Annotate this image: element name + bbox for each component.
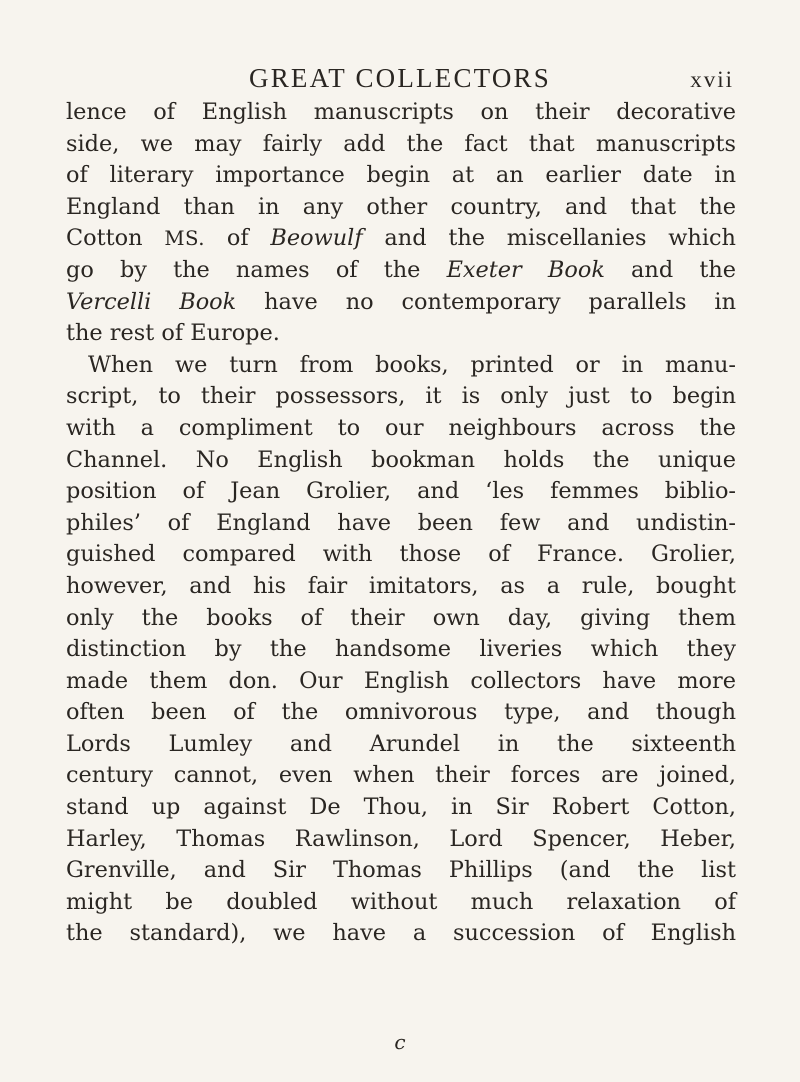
- manuscript-abbrev: MS.: [164, 227, 206, 251]
- text-line: script, to their possessors, it is only just to begin: [66, 383, 736, 410]
- text-line: with a compliment to our neighbours across the: [66, 414, 736, 441]
- text-line: [66, 287, 736, 319]
- text-line: position of Jean Grolier, and ‘les femmes biblio-: [66, 478, 736, 505]
- text-line: might be doubled without much relaxation of: [66, 888, 736, 915]
- text-line: When we turn from books, printed or in manu-: [88, 351, 736, 378]
- text-run: have no contemporary parallels in: [236, 288, 736, 315]
- text-line: guished compared with those of France. Grolier,: [66, 541, 736, 568]
- text-line: the rest of Europe.: [66, 320, 280, 347]
- text-line: Grenville, and Sir Thomas Phillips (and the list: [66, 857, 736, 884]
- text-line: Channel. No English bookman holds the unique: [66, 446, 736, 473]
- text-line: often been of the omnivorous type, and though: [66, 699, 736, 726]
- text-line: Harley, Thomas Rawlinson, Lord Spencer, Heber,: [66, 825, 736, 852]
- text-line: the standard), we have a succession of English: [66, 920, 736, 947]
- text-line: only the books of their own day, giving them: [66, 604, 736, 631]
- text-line: side, we may fairly add the fact that manuscripts: [66, 130, 736, 157]
- text-line: made them don. Our English collectors have more: [66, 667, 736, 694]
- text-line: lence of English manuscripts on their decorative: [66, 99, 736, 125]
- text-line: philes’ of England have been few and undistin-: [66, 509, 736, 536]
- text-line: England than in any other country, and that the: [66, 193, 736, 220]
- text-run: and the miscellanies which: [362, 225, 736, 252]
- signature-mark: c: [394, 1030, 406, 1054]
- italic-title: Vercelli Book: [66, 288, 237, 315]
- text-run: Cotton: [66, 225, 165, 252]
- text-line: stand up against De Thou, in Sir Robert Cotton,: [66, 794, 736, 821]
- italic-title: Beowulf: [270, 225, 363, 252]
- text-run: and the: [604, 256, 736, 283]
- text-line: however, and his fair imitators, as a rule, bought: [66, 572, 736, 599]
- page-number: xvii: [690, 67, 734, 92]
- text-line: century cannot, even when their forces are joined,: [66, 762, 736, 789]
- body-text: [66, 97, 736, 950]
- text-line: distinction by the handsome liveries which they: [66, 636, 736, 663]
- running-title: GREAT COLLECTORS: [249, 63, 551, 93]
- italic-title: Exeter Book: [446, 256, 605, 283]
- text-line: Lords Lumley and Arundel in the sixteenth: [66, 730, 736, 757]
- text-line: [66, 223, 736, 255]
- text-run: go by the names of the: [66, 256, 447, 283]
- running-head: [66, 58, 734, 98]
- text-line: of literary importance begin at an earlier date in: [66, 162, 736, 189]
- text-line: [66, 255, 736, 287]
- text-run: of: [205, 225, 271, 252]
